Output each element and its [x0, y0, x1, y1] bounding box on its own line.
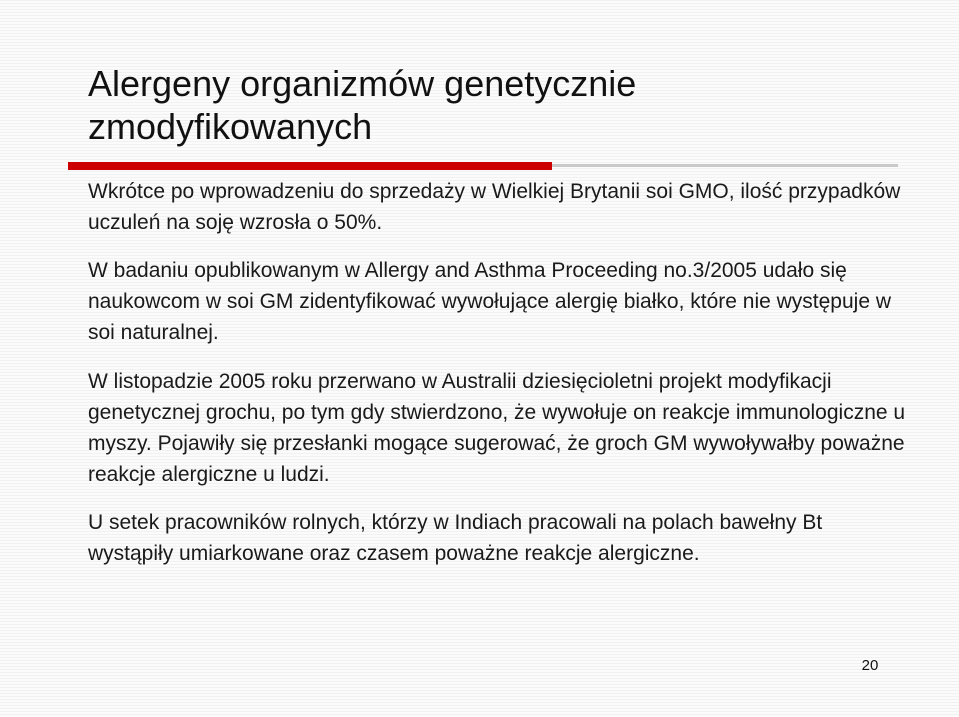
- slide-body: [88, 176, 908, 569]
- title-underline-accent: [68, 162, 552, 170]
- paragraph-pea-project: W listopadzie 2005 roku przerwano w Australii dziesięcioletni projekt modyfikacji genetycznej grochu, po tym gdy stwierdzono, że wywołuje on reakcje immunologiczne u myszy. Pojawiły się przesłanki mogące sugerować, że groch GM wywoływałby poważne reakcje alergiczne u ludzi.: [88, 370, 906, 486]
- paragraph-soy-uk: Wkrótce po wprowadzeniu do sprzedaży w Wielkiej Brytanii soi GMO, ilość przypadków uczuleń na soję wzrosła o 50%.: [88, 180, 901, 234]
- paragraph-bt-cotton: U setek pracowników rolnych, którzy w Indiach pracowali na polach bawełny Bt wystąpiły umiarkowane oraz czasem poważne reakcje alergiczne.: [88, 511, 823, 565]
- paragraph-allergy-study: W badaniu opublikowanym w Allergy and Asthma Proceeding no.3/2005 udało się naukowcom w soi GM zidentyfikować wywołujące alergię białko, które nie występuje w soi naturalnej.: [88, 259, 892, 344]
- page-number: 20: [861, 657, 879, 674]
- slide-title: Alergeny organizmów genetycznie zmodyfikowanych: [88, 63, 637, 147]
- title-underline-rule: [552, 164, 898, 167]
